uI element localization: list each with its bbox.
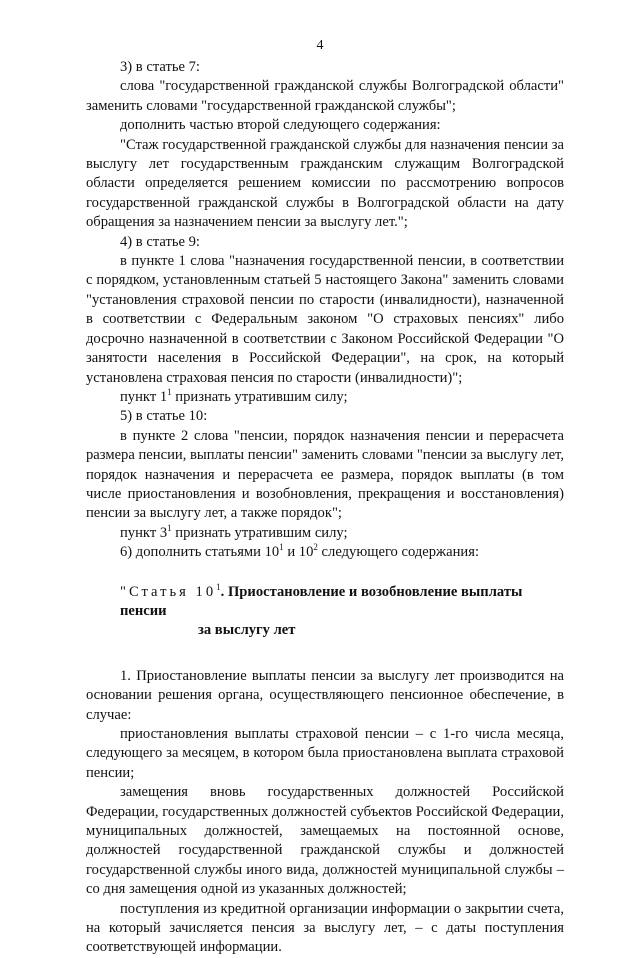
paragraph-point-2: в пункте 2 слова "пенсии, порядок назначения пенсии и перерасчета размера пенсии, выплаты пенсии" заменить словами "пенсии за выслугу лет, порядок назначения и перерасчета ее размера, порядок выплаты (в том числе приостановления и возобновления, прекращения и восстановления) пенсии за выслугу лет, а также порядок"; — [86, 427, 564, 522]
paragraph-suspension-positions: замещения вновь государственных должностей Российской Федерации, государственных должностей субъектов Российской Федерации, муниципальных должностей, замещаемых на постоянной основе, должностей государственной гражданской службы и должностей государственной службы иного вида, должностей муниципальной службы – со дня замещения одной из указанных должностей; — [86, 784, 564, 898]
paragraph-suspension-insurance: приостановления выплаты страховой пенсии – с 1-го числа месяца, следующего за месяцем, в котором была приостановлена выплата страховой пенсии; — [86, 726, 564, 781]
paragraph-add-part-two: дополнить частью второй следующего содержания: — [120, 117, 441, 134]
article-label: "Статья 10 — [120, 583, 217, 600]
article-title-continuation: за выслугу лет — [198, 622, 296, 639]
article-title: . Приостановление и возобновление выплаты пенсии — [120, 583, 523, 619]
text-run: признать утратившим силу; — [171, 388, 348, 405]
paragraph-point-1-1 — [86, 388, 564, 407]
paragraph-suspension-basis: 1. Приостановление выплаты пенсии за выслугу лет производится на основании решения органа, осуществляющего пенсионное обеспечение, в случае: — [86, 667, 564, 723]
text-run: пункт 1 — [120, 388, 168, 405]
superscript: 1 — [167, 522, 172, 533]
paragraph-point-3-1 — [86, 524, 564, 543]
paragraph-add-articles — [86, 543, 564, 562]
superscript: 1 — [167, 386, 172, 397]
superscript: 1 — [279, 542, 284, 553]
text-run: пункт 3 — [120, 524, 168, 541]
paragraph-point-1: в пункте 1 слова "назначения государственной пенсии, в соответствии с порядком, установленным статьей 5 настоящего Закона" заменить словами "установления страховой пенсии по старости (инвалидности), назначенной в соответствии с Федеральным законом "О страховых пенсиях" либо досрочно назначенной в соответствии с Законом Российской Федерации "О занятости населения в Российской Федерации", на срок, на который установлена страховая пенсия по старости (инвалидности)"; — [86, 253, 564, 386]
superscript: 1 — [216, 581, 221, 592]
document-body — [86, 58, 564, 958]
superscript: 2 — [313, 542, 318, 553]
text-run: следующего содержания: — [317, 544, 480, 561]
text-run: 6) дополнить статьями 10 — [120, 544, 280, 561]
article-heading — [86, 583, 564, 641]
paragraph-suspension-account: поступления из кредитной организации информации о закрытии счета, на который зачисляется пенсия за выслугу лет, – с даты поступления соответствующей информации. — [86, 900, 564, 956]
paragraph-replace-words: слова "государственной гражданской службы Волгоградской области" заменить словами "государственной гражданской службы"; — [86, 78, 564, 114]
text-run: признать утратившим силу; — [171, 524, 348, 541]
paragraph-article-7: 3) в статье 7: — [120, 59, 200, 75]
paragraph-article-10: 5) в статье 10: — [120, 408, 208, 425]
page-number: 4 — [316, 38, 324, 53]
text-run: и 10 — [283, 544, 314, 561]
paragraph-article-9: 4) в статье 9: — [120, 233, 200, 250]
paragraph-service-length-quote: "Стаж государственной гражданской службы для назначения пенсии за выслугу лет государственным гражданским служащим Волгоградской области определяется решением комиссии по рассмотрению вопросов государственной гражданской службы в Волгоградской области на дату обращения за назначением пенсии за выслугу лет."; — [86, 136, 564, 231]
